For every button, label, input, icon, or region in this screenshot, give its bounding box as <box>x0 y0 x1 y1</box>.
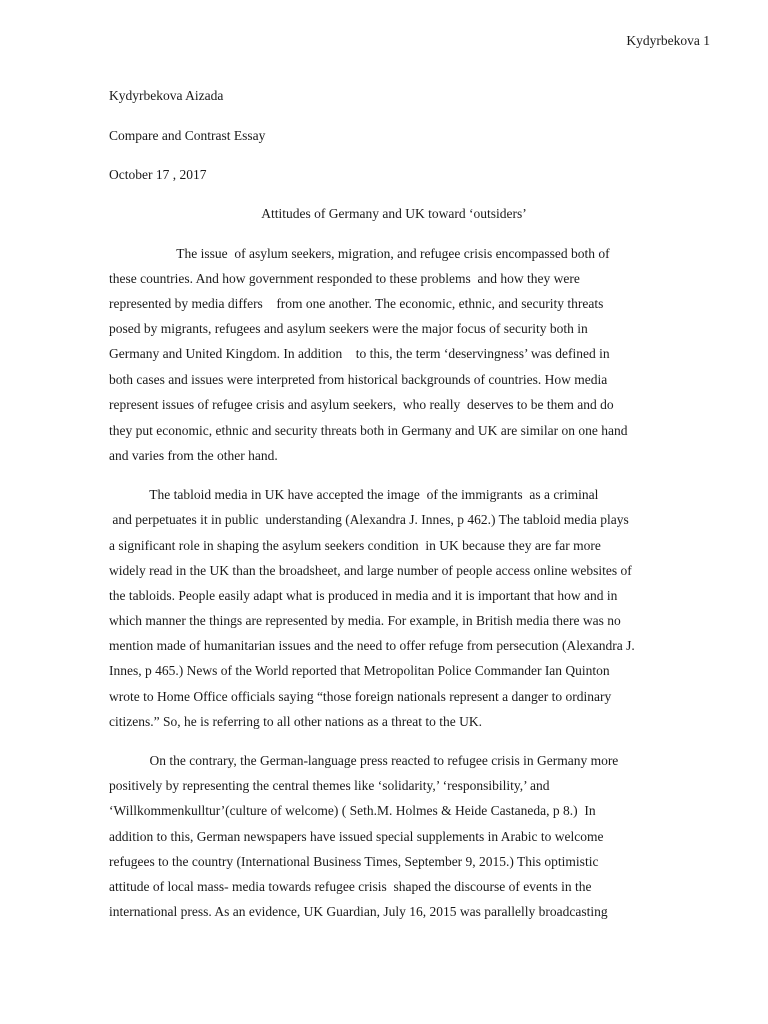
body-line: a significant role in shaping the asylum seekers condition in UK because they are far more <box>109 538 601 553</box>
body-line: Germany and United Kingdom. In addition to this, the term ‘deservingness’ was defined in <box>109 346 610 361</box>
body-line: widely read in the UK than the broadsheet, and large number of people access online websites of <box>109 563 632 578</box>
body-line: and perpetuates it in public understanding (Alexandra J. Innes, p 462.) The tabloid media plays <box>109 512 629 527</box>
body-line: posed by migrants, refugees and asylum seekers were the major focus of security both in <box>109 321 588 336</box>
body-line: The issue of asylum seekers, migration, and refugee crisis encompassed both of <box>109 246 610 261</box>
body-line: ‘Willkommenkulltur’(culture of welcome) ( Seth.M. Holmes & Heide Castaneda, p 8.) In <box>109 803 596 818</box>
body-line: and varies from the other hand. <box>109 448 278 463</box>
body-line: The tabloid media in UK have accepted the image of the immigrants as a criminal <box>109 487 599 502</box>
body-line: wrote to Home Office officials saying “those foreign nationals represent a danger to ordinary <box>109 689 612 704</box>
body-line: positively by representing the central themes like ‘solidarity,’ ‘responsibility,’ and <box>109 778 550 793</box>
body-line: these countries. And how government responded to these problems and how they were <box>109 271 580 286</box>
body-line: Innes, p 465.) News of the World reported that Metropolitan Police Commander Ian Quinton <box>109 663 610 678</box>
essay-date: October 17 , 2017 <box>109 167 207 182</box>
body-line: international press. As an evidence, UK Guardian, July 16, 2015 was parallelly broadcasting <box>109 904 608 919</box>
body-line: citizens.” So, he is referring to all other nations as a threat to the UK. <box>109 714 483 729</box>
body-line: they put economic, ethnic and security threats both in Germany and UK are similar on one hand <box>109 423 628 438</box>
body-line: represent issues of refugee crisis and asylum seekers, who really deserves to be them and do <box>109 397 614 412</box>
body-line: both cases and issues were interpreted from historical backgrounds of countries. How media <box>109 372 608 387</box>
body-line: On the contrary, the German-language press reacted to refugee crisis in Germany more <box>109 753 619 768</box>
author-name: Kydyrbekova Aizada <box>109 88 224 103</box>
body-line: attitude of local mass- media towards refugee crisis shaped the discourse of events in the <box>109 879 592 894</box>
body-line: mention made of humanitarian issues and the need to offer refuge from persecution (Alexandra J. <box>109 638 635 653</box>
body-line: addition to this, German newspapers have issued special supplements in Arabic to welcome <box>109 829 604 844</box>
body-line: which manner the things are represented by media. For example, in British media there was no <box>109 613 621 628</box>
body-line: refugees to the country (International Business Times, September 9, 2015.) This optimistic <box>109 854 599 869</box>
essay-title: Attitudes of Germany and UK toward ‘outsiders’ <box>261 206 527 221</box>
body-line: the tabloids. People easily adapt what is produced in media and it is important that how and in <box>109 588 618 603</box>
course-name: Compare and Contrast Essay <box>109 128 266 143</box>
body-line: represented by media differs from one another. The economic, ethnic, and security threats <box>109 296 604 311</box>
page-header: Kydyrbekova 1 <box>626 33 710 48</box>
